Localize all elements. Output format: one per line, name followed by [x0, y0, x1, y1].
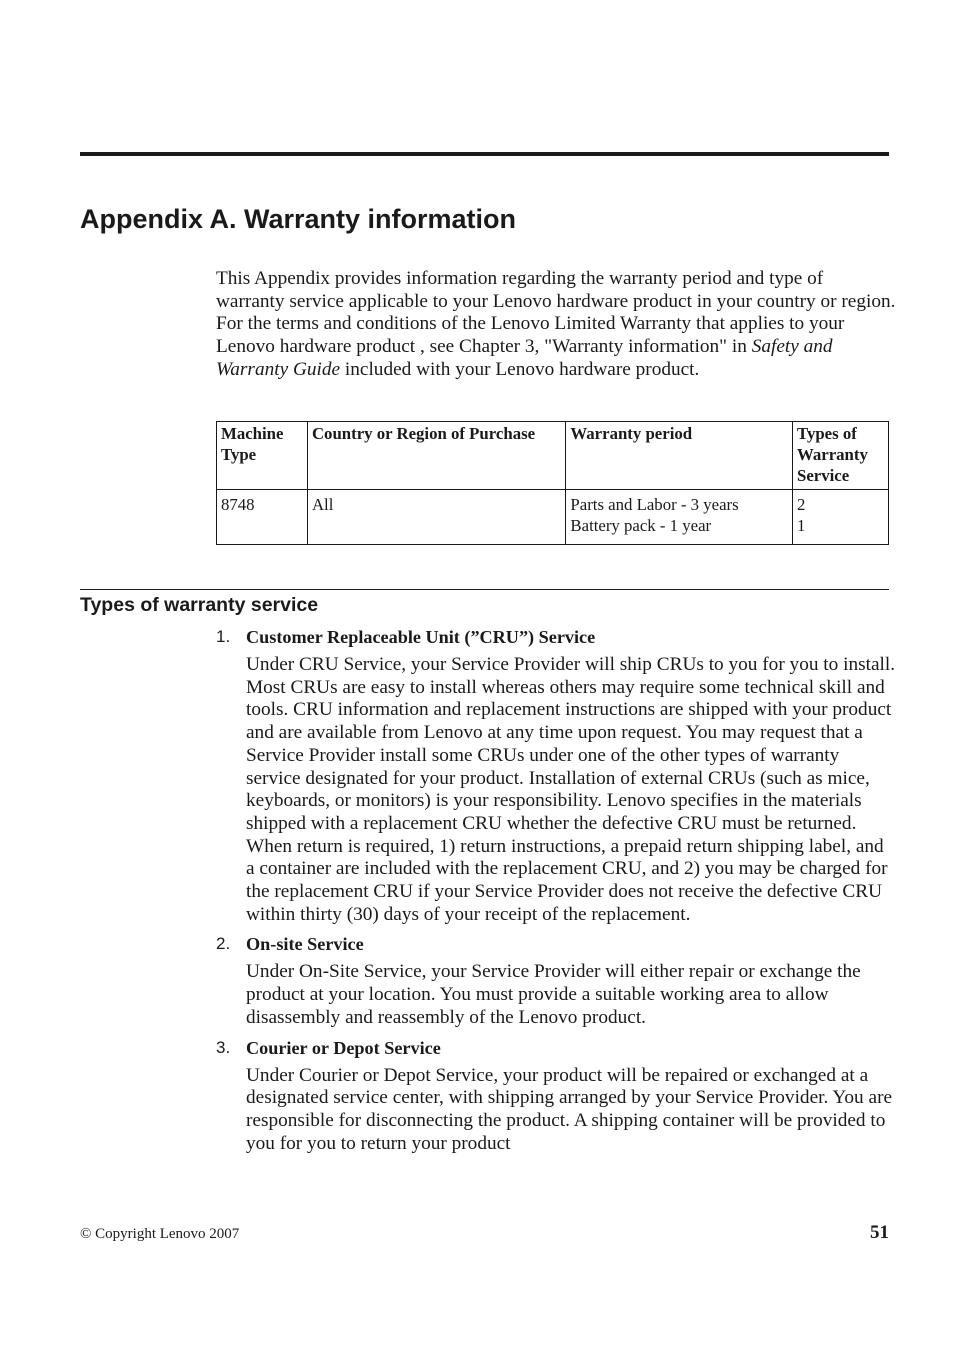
cell-machine-type: 8748 — [217, 490, 308, 545]
intro-paragraph — [216, 268, 896, 382]
section-rule — [80, 589, 889, 590]
page-title: Appendix A. Warranty information — [80, 204, 517, 234]
list-item-onsite-service — [216, 932, 896, 1029]
col-header-service-types: Types of Warranty Service — [793, 422, 889, 490]
top-rule — [80, 152, 889, 156]
period-parts-labor: Parts and Labor - 3 years — [570, 495, 739, 514]
list-item-cru-service — [216, 625, 896, 926]
col-header-machine-type: Machine Type — [217, 422, 308, 490]
cell-service-types — [793, 490, 889, 545]
item-number: 1. — [216, 627, 231, 646]
col-header-warranty-period: Warranty period — [566, 422, 793, 490]
service-type-parts-labor: 2 — [797, 495, 806, 514]
item-title: Customer Replaceable Unit (”CRU”) Service — [246, 627, 596, 647]
item-number: 2. — [216, 934, 231, 954]
section-title: Types of warranty service — [80, 594, 319, 616]
col-header-country-region: Country or Region of Purchase — [307, 422, 565, 490]
item-body: Under Courier or Depot Service, your product will be repaired or exchanged at a designated service center, with shipping arranged by your Service Provider. You are responsible for disconnecting the product. A shipping container will be provided to you for you to return your product — [246, 1064, 893, 1154]
period-battery-pack: Battery pack - 1 year — [570, 516, 712, 535]
service-types-list — [216, 625, 896, 1161]
list-item-courier-depot-service — [216, 1036, 896, 1156]
copyright-notice: © Copyright Lenovo 2007 — [80, 1226, 240, 1242]
warranty-table — [216, 421, 889, 545]
item-number: 3. — [216, 1037, 231, 1057]
item-title: On-site Service — [246, 934, 364, 955]
item-title: Courier or Depot Service — [246, 1037, 441, 1058]
table-header-row — [217, 422, 889, 490]
intro-text-before: This Appendix provides information regarding the warranty period and type of warranty service applicable to your Lenovo hardware product in your country or region. For the terms and conditions of the Lenovo Limited Warranty that applies to your Lenovo hardware product , see Chapter 3, "Warranty information" in — [216, 268, 896, 358]
item-body: Under CRU Service, your Service Provider will ship CRUs to you for you to install. Most CRUs are easy to install whereas others may require some technical skill and tools. CRU information and replacement instructions are shipped with your product and are available from Lenovo at any time upon request. You may request that a Service Provider install some CRUs under one of the other types of warranty service designated for your product. Installation of external CRUs (such as mice, keyboards, or monitors) is your responsibility. Lenovo specifies in the materials shipped with a replacement CRU whether the defective CRU must be returned. When return is required, 1) return instructions, a prepaid return shipping label, and a container are included with the replacement CRU, and 2) you may be charged for the replacement CRU if your Service Provider does not receive the defective CRU within thirty (30) days of your receipt of the replacement. — [246, 654, 896, 925]
cell-warranty-period — [566, 490, 793, 545]
service-type-battery: 1 — [797, 516, 806, 535]
intro-guide-title: Safety and Warranty Guide — [216, 336, 833, 380]
page-number: 51 — [870, 1222, 889, 1243]
intro-text-after: included with your Lenovo hardware product. — [340, 358, 700, 380]
cell-region: All — [307, 490, 565, 545]
table-row — [217, 490, 889, 545]
item-body: Under On-Site Service, your Service Provider will either repair or exchange the product at your location. You must provide a suitable working area to allow disassembly and reassembly of the Lenovo product. — [246, 961, 861, 1028]
